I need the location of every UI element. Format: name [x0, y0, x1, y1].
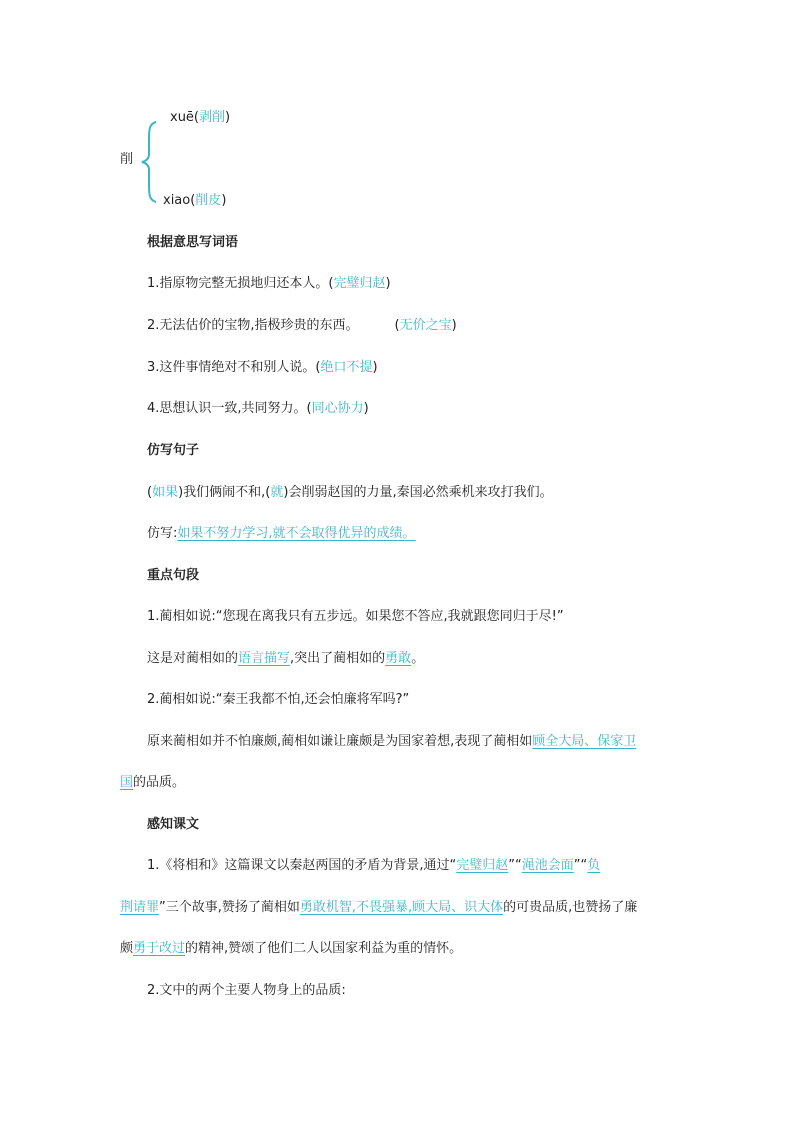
- paren-close: ): [363, 401, 369, 416]
- answer-story-3b: 荆请罪: [120, 900, 160, 915]
- answer-2: 无价之宝: [399, 318, 452, 333]
- answer-xiaopi: 削皮: [195, 193, 222, 208]
- q-text: 1.指原物完整无损地归还本人。(: [147, 276, 334, 291]
- paren-close: ): [385, 276, 391, 291]
- summary-line-2: [120, 898, 637, 918]
- quote-marks: ”“: [573, 858, 588, 873]
- heading-imitate-sentence: 仿写句子: [147, 443, 200, 458]
- pron-char: 削: [120, 152, 134, 167]
- q-text: 3.这件事情绝对不和别人说。(: [147, 360, 321, 375]
- comment-text: 原来蔺相如并不怕廉颇,蔺相如谦让廉颇是为国家着想,表现了蔺相如: [147, 734, 533, 749]
- answer-language-desc: 语言描写: [238, 651, 291, 666]
- pinyin-1: xuē(: [170, 110, 200, 125]
- paren-close: ): [225, 110, 231, 125]
- summary-text: 的精神,赞颂了他们二人以国家利益为重的情怀。: [185, 941, 463, 956]
- pron-row-1: [170, 108, 230, 128]
- sentence-mid: )我们俩闹不和,(: [178, 485, 271, 500]
- example-sentence: [147, 483, 553, 503]
- passage-1: 1.蔺相如说:“您现在离我只有五步远。如果您不答应,我就跟您同归于尽!”: [147, 609, 564, 624]
- answer-4: 同心协力: [311, 401, 364, 416]
- answer-boxue: 剥削: [199, 110, 226, 125]
- answer-story-1: 完璧归赵: [456, 858, 509, 873]
- answer-3: 绝口不提: [320, 360, 373, 375]
- imitation-answer: 如果不努力学习,就不会取得优异的成绩。: [177, 526, 416, 541]
- summary-text: 1.《将相和》这篇课文以秦赵两国的矛盾为背景,通过“: [147, 858, 457, 873]
- answer-jiu: 就: [270, 485, 284, 500]
- heading-word-from-meaning: 根据意思写词语: [147, 235, 239, 250]
- sentence-rest: )会削弱赵国的力量,秦国必然乘机来攻打我们。: [283, 485, 553, 500]
- imitation-line: [147, 524, 422, 544]
- summary-text: 的可贵品质,也赞扬了廉: [503, 900, 638, 915]
- question-4: [147, 399, 369, 419]
- passage-1-comment: [147, 649, 424, 669]
- brace-icon: [140, 120, 160, 204]
- summary-text: ”三个故事,赞扬了蔺相如: [159, 900, 300, 915]
- heading-key-passages: 重点句段: [147, 568, 200, 583]
- answer-story-2: 渑池会面: [521, 858, 574, 873]
- paren-close: ): [451, 318, 457, 333]
- pinyin-2: xiao(: [163, 193, 196, 208]
- answer-brave: 勇敢: [385, 651, 412, 666]
- summary-line-4: 2.文中的两个主要人物身上的品质:: [147, 983, 346, 998]
- answer-overall-1: 顾全大局、保家卫: [532, 734, 637, 749]
- paren-close: ): [221, 193, 227, 208]
- quote-marks: ”“: [508, 858, 522, 873]
- summary-line-3: [120, 939, 462, 959]
- answer-qualities: 勇敢机智,不畏强暴,顾大局、识大体: [299, 900, 504, 915]
- question-3: [147, 358, 378, 378]
- comment-text: 的品质。: [133, 775, 186, 790]
- answer-story-3a: 负: [587, 858, 601, 873]
- paren-close: ): [372, 360, 378, 375]
- paren-open: (: [394, 318, 400, 333]
- question-1: [147, 274, 391, 294]
- answer-overall-2: 国: [120, 775, 134, 790]
- passage-2-comment-line-2: [120, 773, 185, 793]
- comment-text: 。: [411, 651, 425, 666]
- heading-understand-text: 感知课文: [147, 817, 200, 832]
- comment-text: ,突出了蔺相如的: [290, 651, 386, 666]
- paren-open: (: [147, 485, 153, 500]
- pron-row-2: [163, 191, 226, 211]
- passage-2-comment-line-1: [147, 732, 636, 752]
- passage-2: 2.蔺相如说:“秦王我都不怕,还会怕廉将军吗?”: [147, 692, 410, 707]
- summary-line-1: [147, 856, 600, 876]
- answer-ruguo: 如果: [152, 485, 179, 500]
- imitation-label: 仿写:: [147, 526, 178, 541]
- q-text: 4.思想认识一致,共同努力。(: [147, 401, 312, 416]
- question-2: [147, 316, 457, 336]
- answer-1: 完璧归赵: [333, 276, 386, 291]
- summary-text: 颇: [120, 941, 134, 956]
- answer-correct-mistakes: 勇于改过: [133, 941, 186, 956]
- q-text: 2.无法估价的宝物,指极珍贵的东西。: [147, 318, 359, 333]
- comment-text: 这是对蔺相如的: [147, 651, 239, 666]
